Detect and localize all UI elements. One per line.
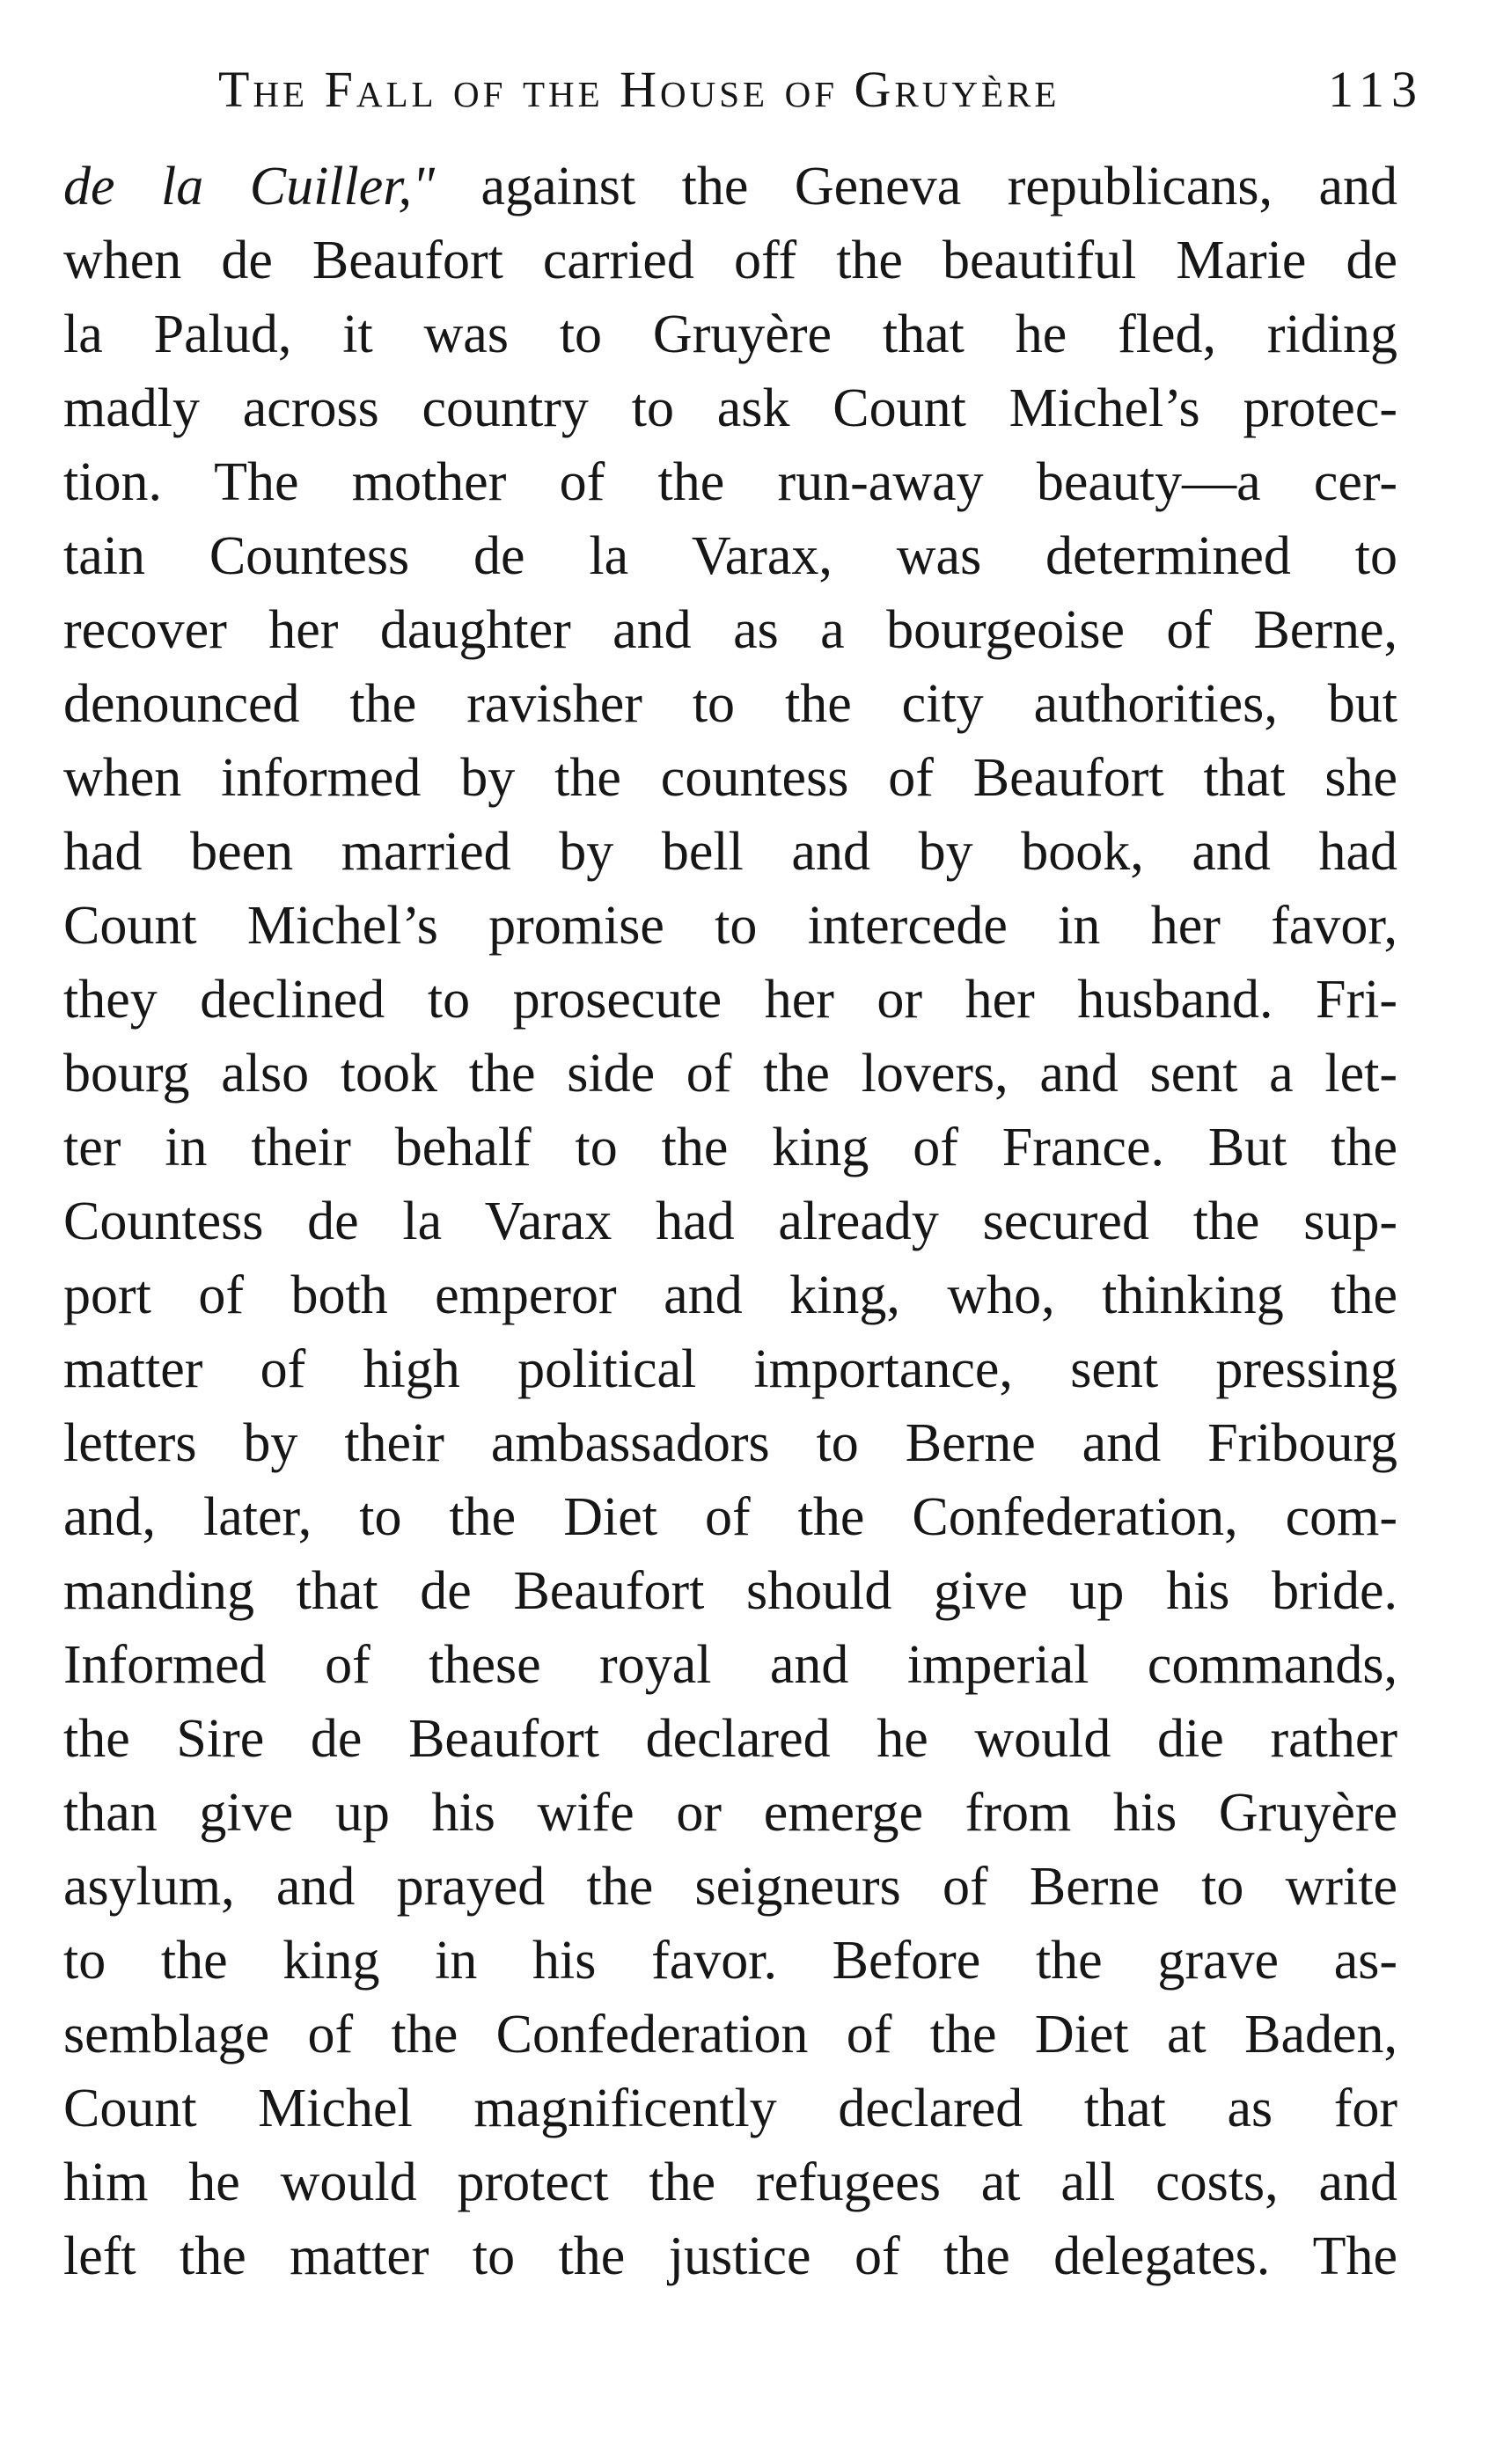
page-number: 113 [1328,61,1424,118]
text-line [63,150,1397,224]
text-line: letters by their ambassadors to Berne and Fribourg [63,1413,1397,1473]
text-line: matter of high political importance, sent pressing [63,1339,1397,1399]
running-head [218,55,1424,125]
text-line: the Sire de Beaufort declared he would die rather [63,1709,1397,1769]
text-line: Countess de la Varax had already secured the sup- [63,1192,1397,1251]
text-line: tain Countess de la Varax, was determined to [63,526,1397,586]
text-line: denounced the ravisher to the city authorities, but [63,674,1397,734]
text-line: and, later, to the Diet of the Confederation, com- [63,1487,1397,1547]
text-line: Informed of these royal and imperial commands, [63,1635,1397,1695]
text-line: madly across country to ask Count Michel’s protec- [63,378,1397,438]
italic-text: de la Cuiller," [63,157,436,216]
text-line: port of both emperor and king, who, thinking the [63,1265,1397,1325]
text-line: had been married by bell and by book, and had [63,822,1397,882]
text-line: than give up his wife or emerge from his Gruyère [63,1783,1397,1843]
text-line: they declined to prosecute her or her husband. Fri- [63,970,1397,1030]
text-line: to the king in his favor. Before the grave as- [63,1931,1397,1991]
text-line: tion. The mother of the run-away beauty—a cer- [63,452,1397,512]
text-line: when informed by the countess of Beaufort that she [63,748,1397,808]
body-text [63,150,1397,2293]
text-line: la Palud, it was to Gruyère that he fled, riding [63,304,1397,364]
text-line: asylum, and prayed the seigneurs of Berne to write [63,1857,1397,1917]
text-line: bourg also took the side of the lovers, and sent a let- [63,1044,1397,1104]
text-line: him he would protect the refugees at all costs, and [63,2152,1397,2212]
text-line: manding that de Beaufort should give up his bride. [63,1561,1397,1621]
running-head-title: The Fall of the House of Gruyère [218,61,1060,118]
text-line: Count Michel’s promise to intercede in her favor, [63,896,1397,956]
text-line: left the matter to the justice of the delegates. The [63,2226,1397,2286]
text-line: semblage of the Confederation of the Diet at Baden, [63,2005,1397,2064]
text-line-rest: against the Geneva republicans, and [435,157,1397,216]
text-line: recover her daughter and as a bourgeoise of Berne, [63,600,1397,660]
text-line: when de Beaufort carried off the beautiful Marie de [63,231,1397,290]
text-line: Count Michel magnificently declared that as for [63,2079,1397,2138]
text-line: ter in their behalf to the king of France. But the [63,1118,1397,1177]
